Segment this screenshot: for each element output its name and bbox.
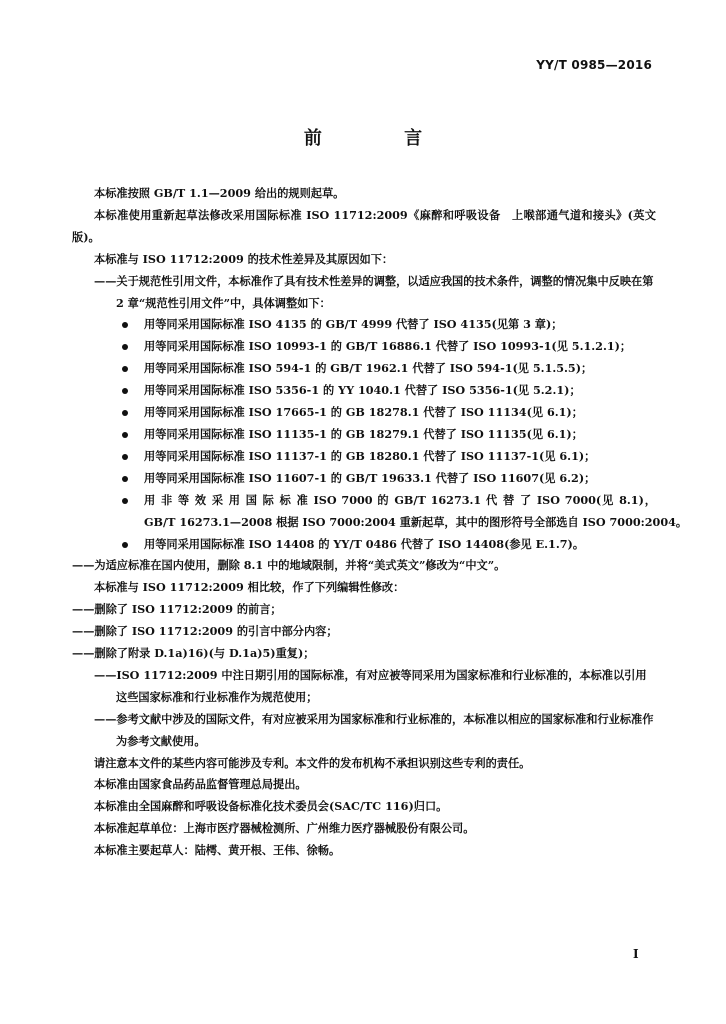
foreword-body: [72, 183, 688, 862]
bullet-icon: [122, 454, 128, 460]
dash-item-normative-references: ——关于规范性引用文件，本标准作了具有技术性差异的调整，以适应我国的技术条件，调整的情况集中反映在第 2 章“规范性引用文件”中，具体调整如下：: [94, 273, 654, 310]
bullet-icon: [122, 542, 128, 548]
bullet-icon: [122, 498, 128, 504]
list-item: 用等同采用国际标准 ISO 11137-1 的 GB 18280.1 代替了 ISO 11137-1(见 6.1)；: [72, 446, 656, 468]
bullet-icon: [122, 366, 128, 372]
dash-item-annex-removed: ——删除了附录 D.1a)16)(与 D.1a)5)重复)；: [72, 646, 315, 661]
list-item: 用等同采用国际标准 ISO 14408 的 YY/T 0486 代替了 ISO 14408(参见 E.1.7)。: [72, 534, 656, 556]
dash-item-introduction-removed: ——删除了 ISO 11712:2009 的引言中部分内容；: [72, 624, 338, 639]
bullet-icon: [122, 476, 128, 482]
page-title: 前 言: [303, 128, 461, 149]
list-item: 用等同采用国际标准 ISO 10993-1 的 GB/T 16886.1 代替了 ISO 10993-1(见 5.1.2.1)；: [72, 336, 656, 358]
paragraph-drafting-organizations: 本标准起草单位：上海市医疗器械检测所、广州维力医疗器械股份有限公司。: [94, 821, 475, 836]
paragraph-adoption: 本标准使用重新起草法修改采用国际标准 ISO 11712:2009《麻醉和呼吸设备 上喉部通气道和接头》(英文版)。: [72, 207, 656, 244]
bullet-icon: [122, 388, 128, 394]
paragraph-patent-notice: 请注意本文件的某些内容可能涉及专利。本文件的发布机构不承担识别这些专利的责任。: [94, 755, 531, 770]
list-item: 用等同采用国际标准 ISO 11135-1 的 GB 18279.1 代替了 ISO 11135(见 6.1)；: [72, 424, 656, 446]
list-item: 用等同采用国际标准 ISO 4135 的 GB/T 4999 代替了 ISO 4135(见第 3 章)；: [72, 314, 656, 336]
dash-item-regional-restriction: ——为适应标准在国内使用，删除 8.1 中的地域限制，并将“美式英文”修改为“中文”。: [72, 558, 506, 573]
list-item: 用等同采用国际标准 ISO 5356-1 的 YY 1040.1 代替了 ISO 5356-1(见 5.2.1)；: [72, 380, 656, 402]
dash-item-preface-removed: ——删除了 ISO 11712:2009 的前言；: [72, 602, 282, 617]
list-item-continuation: GB/T 16273.1—2008 根据 ISO 7000:2004 重新起草，其中的图形符号全部选自 ISO 7000:2004。: [144, 514, 688, 529]
bullet-icon: [122, 344, 128, 350]
list-item: 用 非 等 效 采 用 国 际 标 准 ISO 7000 的 GB/T 16273.1 代 替 了 ISO 7000(见 8.1)，: [72, 490, 656, 512]
list-item: 用等同采用国际标准 ISO 594-1 的 GB/T 1962.1 代替了 ISO 594-1(见 5.1.5.5)；: [72, 358, 656, 380]
bullet-icon: [122, 322, 128, 328]
paragraph-responsible-committee: 本标准由全国麻醉和呼吸设备标准化技术委员会(SAC/TC 116)归口。: [94, 799, 448, 814]
bullet-icon: [122, 432, 128, 438]
bullet-icon: [122, 410, 128, 416]
list-item: 用等同采用国际标准 ISO 11607-1 的 GB/T 19633.1 代替了 ISO 11607(见 6.2)；: [72, 468, 656, 490]
paragraph-editorial-intro: 本标准与 ISO 11712:2009 相比较，作了下列编辑性修改：: [94, 580, 405, 595]
dash-item-bibliography: ——参考文献中涉及的国际文件，有对应被采用为国家标准和行业标准的，本标准以相应的国家标准和行业标准作为参考文献使用。: [94, 711, 654, 748]
list-item: 用等同采用国际标准 ISO 17665-1 的 GB 18278.1 代替了 ISO 11134(见 6.1)；: [72, 402, 656, 424]
page-number: I: [633, 947, 639, 961]
paragraph-proposed-by: 本标准由国家食品药品监督管理总局提出。: [94, 777, 307, 792]
dash-item-dated-references: ——ISO 11712:2009 中注日期引用的国际标准，有对应被等同采用为国家标准和行业标准的，本标准以引用这些国家标准和行业标准作为规范使用；: [94, 667, 647, 704]
paragraph-differences-intro: 本标准与 ISO 11712:2009 的技术性差异及其原因如下：: [94, 251, 394, 266]
paragraph-main-drafters: 本标准主要起草人：陆樗、黄开根、王伟、徐畅。: [94, 843, 341, 858]
paragraph-drafting-rules: 本标准按照 GB/T 1.1—2009 给出的规则起草。: [94, 186, 345, 200]
standard-code: YY/T 0985—2016: [536, 58, 652, 72]
